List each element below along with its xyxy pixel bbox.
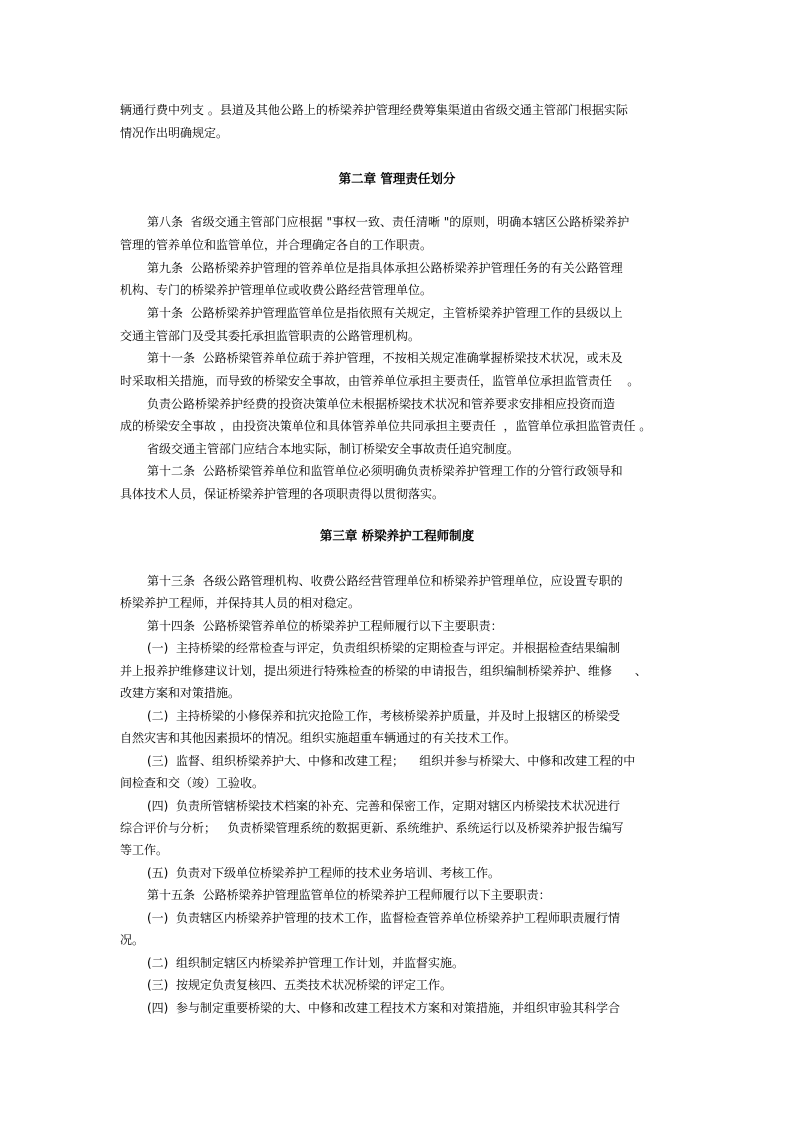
text-line: 况。 [120, 933, 145, 947]
text-line: (五) 负责对下级单位桥梁养护工程师的技术业务培训、考核工作。 [147, 866, 500, 880]
text-line: 交通主管部门及受其委托承担监管职责的公路管理机构。 [120, 329, 421, 343]
text-line: 辆通行费中列支 。县道及其他公路上的桥梁养护管理经费筹集渠道由省级交通主管部门根据实际 [120, 103, 628, 117]
text-line: 第十二条 公路桥梁管养单位和监管单位必须明确负责桥梁养护管理工作的分管行政领导和 [147, 464, 623, 478]
text-line: 改建方案和对策措施。 [120, 686, 241, 700]
text-line: (三) 按规定负责复核四、五类技术状况桥梁的评定工作。 [147, 978, 452, 992]
text-line: 第十五条 公路桥梁养护管理监管单位的桥梁养护工程师履行以下主要职责： [147, 888, 551, 902]
chapter-3-title: 第三章 桥梁养护工程师制度 [319, 528, 475, 543]
text-line: 第十三条 各级公路管理机构、收费公路经营管理单位和桥梁养护管理单位，应设置专职的 [147, 574, 623, 588]
text-line: 自然灾害和其他因素损坏的情况。组织实施超重车辆通过的有关技术工作。 [120, 731, 517, 745]
text-line: 具体技术人员，保证桥梁养护管理的各项职责得以贯彻落实。 [120, 487, 445, 501]
text-line: 机构、专门的桥梁养护管理单位或收费公路经营管理单位。 [120, 283, 433, 297]
text-line: (二) 组织制定辖区内桥梁养护管理工作计划，并监督实施。 [147, 956, 464, 970]
text-line: 桥梁养护工程师，并保持其人员的相对稳定。 [120, 596, 361, 610]
text-line: 成的桥梁安全事故 ，由投资决策单位和具体管养单位共同承担主要责任 ，监管单位承担监管责任 。 [120, 419, 652, 433]
text-line: 时采取相关措施，而导致的桥梁安全事故，由管养单位承担主要责任，监管单位承担监管责任 。 [120, 374, 640, 388]
text-line: 负责公路桥梁养护经费的投资决策单位未根据桥梁技术状况和管养要求安排相应投资而造 [147, 397, 616, 411]
text-line: 情况作出明确规定。 [120, 126, 229, 140]
text-line: (四) 参与制定重要桥梁的大、中修和改建工程技术方案和对策措施，并组织审验其科学合 [147, 1001, 620, 1015]
chapter-2-title: 第二章 管理责任划分 [338, 171, 456, 186]
text-line: 省级交通主管部门应结合本地实际，制订桥梁安全事故责任追究制度。 [147, 442, 520, 456]
text-line: 第十四条 公路桥梁管养单位的桥梁养护工程师履行以下主要职责： [147, 619, 503, 633]
text-line: 第八条 省级交通主管部门应根据 "事权一致、责任清晰 "的原则，明确本辖区公路桥梁养护 [147, 215, 630, 229]
text-line: 并上报养护维修建议计划，提出须进行特殊检查的桥梁的申请报告，组织编制桥梁养护、维修 、 [120, 664, 647, 678]
text-line: (一) 负责辖区内桥梁养护管理的技术工作，监督检查管养单位桥梁养护工程师职责履行情 [147, 911, 620, 925]
text-line: 等工作。 [120, 843, 169, 857]
text-line: (一) 主持桥梁的经常检查与评定，负责组织桥梁的定期检查与评定。并根据检查结果编制 [147, 641, 620, 655]
text-line: (三) 监督、组织桥梁养护大、中修和改建工程； 组织并参与桥梁大、中修和改建工程的中 [147, 754, 636, 768]
text-line: 管理的管养单位和监管单位，并合理确定各自的工作职责。 [120, 238, 433, 252]
text-line: 第十一条 公路桥梁管养单位疏于养护管理，不按相关规定准确掌握桥梁技术状况，或未及 [147, 351, 623, 365]
text-line: (二) 主持桥梁的小修保养和抗灾抢险工作，考核桥梁养护质量，并及时上报辖区的桥梁受 [147, 709, 620, 723]
text-line: (四) 负责所管辖桥梁技术档案的补充、完善和保密工作，定期对辖区内桥梁技术状况进行 [147, 799, 620, 813]
text-line: 第十条 公路桥梁养护管理监管单位是指依照有关规定，主管桥梁养护管理工作的县级以上 [147, 306, 623, 320]
text-line: 间检查和交（竣）工验收。 [120, 776, 265, 790]
text-line: 综合评价与分析； 负责桥梁管理系统的数据更新、系统维护、系统运行以及桥梁养护报告编写 [120, 821, 624, 835]
text-line: 第九条 公路桥梁养护管理的管养单位是指具体承担公路桥梁养护管理任务的有关公路管理 [147, 261, 623, 275]
